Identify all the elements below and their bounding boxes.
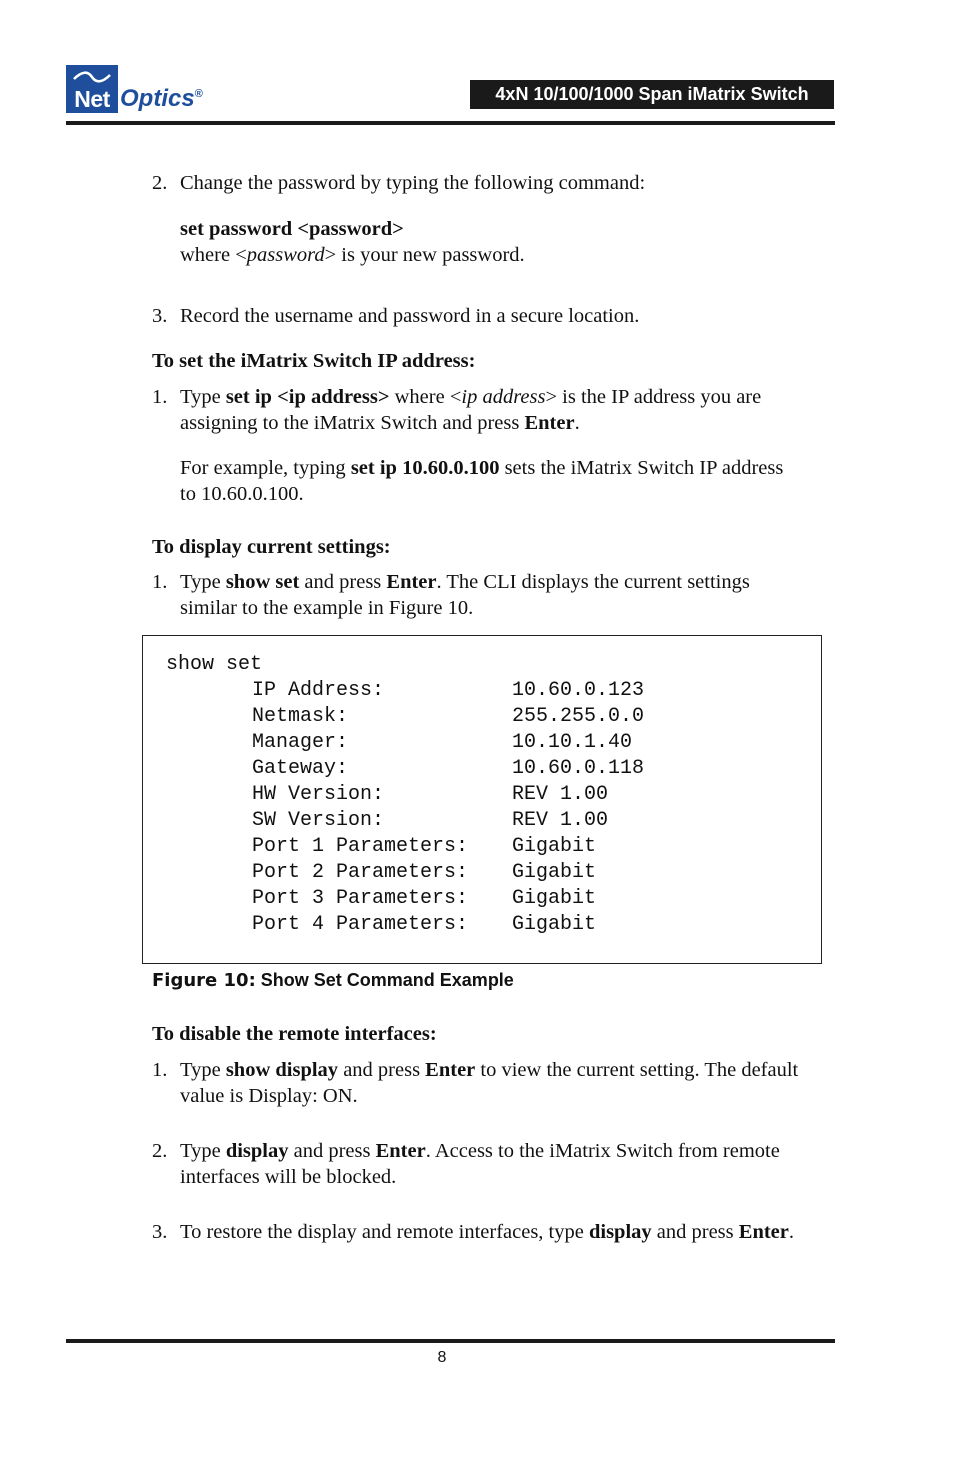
cli-row-label: SW Version: <box>252 809 385 832</box>
set-ip-example-line1: For example, typing set ip 10.60.0.100 sets the iMatrix Switch IP address <box>180 457 784 479</box>
cli-row-value: 10.10.1.40 <box>512 731 633 754</box>
step-show-display-line2: value is Display: ON. <box>180 1085 358 1107</box>
step-set-ip-line1: 1. Type set ip <ip address> where <ip address> is the IP address you are <box>152 386 762 408</box>
document-title: 4xN 10/100/1000 Span iMatrix Switch <box>470 80 834 109</box>
cli-row-label: Port 4 Parameters: <box>252 913 469 936</box>
password-where-note: where <password> is your new password. <box>180 244 525 266</box>
cli-row-label: Port 3 Parameters: <box>252 887 469 910</box>
cli-row-value: REV 1.00 <box>512 783 609 806</box>
cli-row-label: HW Version: <box>252 783 385 806</box>
step-display-line1: 2. Type display and press Enter. Access to the iMatrix Switch from remote <box>152 1140 780 1162</box>
cli-row-label: Manager: <box>252 731 349 754</box>
cli-row-label: Port 2 Parameters: <box>252 861 469 884</box>
cli-row-value: Gigabit <box>512 913 597 936</box>
step-restore-display: 3. To restore the display and remote interfaces, type display and press Enter. <box>152 1221 794 1243</box>
cli-row-value: 255.255.0.0 <box>512 705 645 728</box>
header-divider <box>66 121 835 125</box>
step-display-line2: interfaces will be blocked. <box>180 1166 397 1188</box>
step-show-display-line1: 1. Type show display and press Enter to view the current setting. The default <box>152 1059 799 1081</box>
page-number: 8 <box>437 1349 447 1366</box>
logo-optics-text: Optics® <box>120 85 203 112</box>
cli-command: show set <box>166 653 263 676</box>
set-ip-example-line2: to 10.60.0.100. <box>180 483 304 505</box>
cli-output-box <box>142 635 822 964</box>
netoptics-logo-mark <box>66 65 118 113</box>
figure-caption: Figure 10: Show Set Command Example <box>152 970 514 991</box>
step-show-set-line2: similar to the example in Figure 10. <box>180 597 474 619</box>
cli-row-label: IP Address: <box>252 679 385 702</box>
wave-icon <box>72 71 112 85</box>
cli-row-value: Gigabit <box>512 861 597 884</box>
cli-row-label: Port 1 Parameters: <box>252 835 469 858</box>
password-command: set password <password> <box>180 218 404 240</box>
cli-row-label: Netmask: <box>252 705 349 728</box>
heading-set-ip: To set the iMatrix Switch IP address: <box>152 350 476 372</box>
footer-divider <box>66 1339 835 1343</box>
heading-display-settings: To display current settings: <box>152 536 391 558</box>
cli-row-value: REV 1.00 <box>512 809 609 832</box>
cli-row-value: Gigabit <box>512 835 597 858</box>
step-set-ip-line2: assigning to the iMatrix Switch and press Enter. <box>180 412 580 434</box>
cli-row-label: Gateway: <box>252 757 349 780</box>
heading-disable-remote: To disable the remote interfaces: <box>152 1023 437 1045</box>
cli-row-value: 10.60.0.118 <box>512 757 645 780</box>
cli-row-value: Gigabit <box>512 887 597 910</box>
step-change-password: 2. Change the password by typing the following command: <box>152 172 646 194</box>
logo-net-text: Net <box>74 86 110 112</box>
step-record-credentials: 3. Record the username and password in a secure location. <box>152 305 640 327</box>
cli-row-value: 10.60.0.123 <box>512 679 645 702</box>
step-show-set-line1: 1. Type show set and press Enter. The CLI displays the current settings <box>152 571 750 593</box>
